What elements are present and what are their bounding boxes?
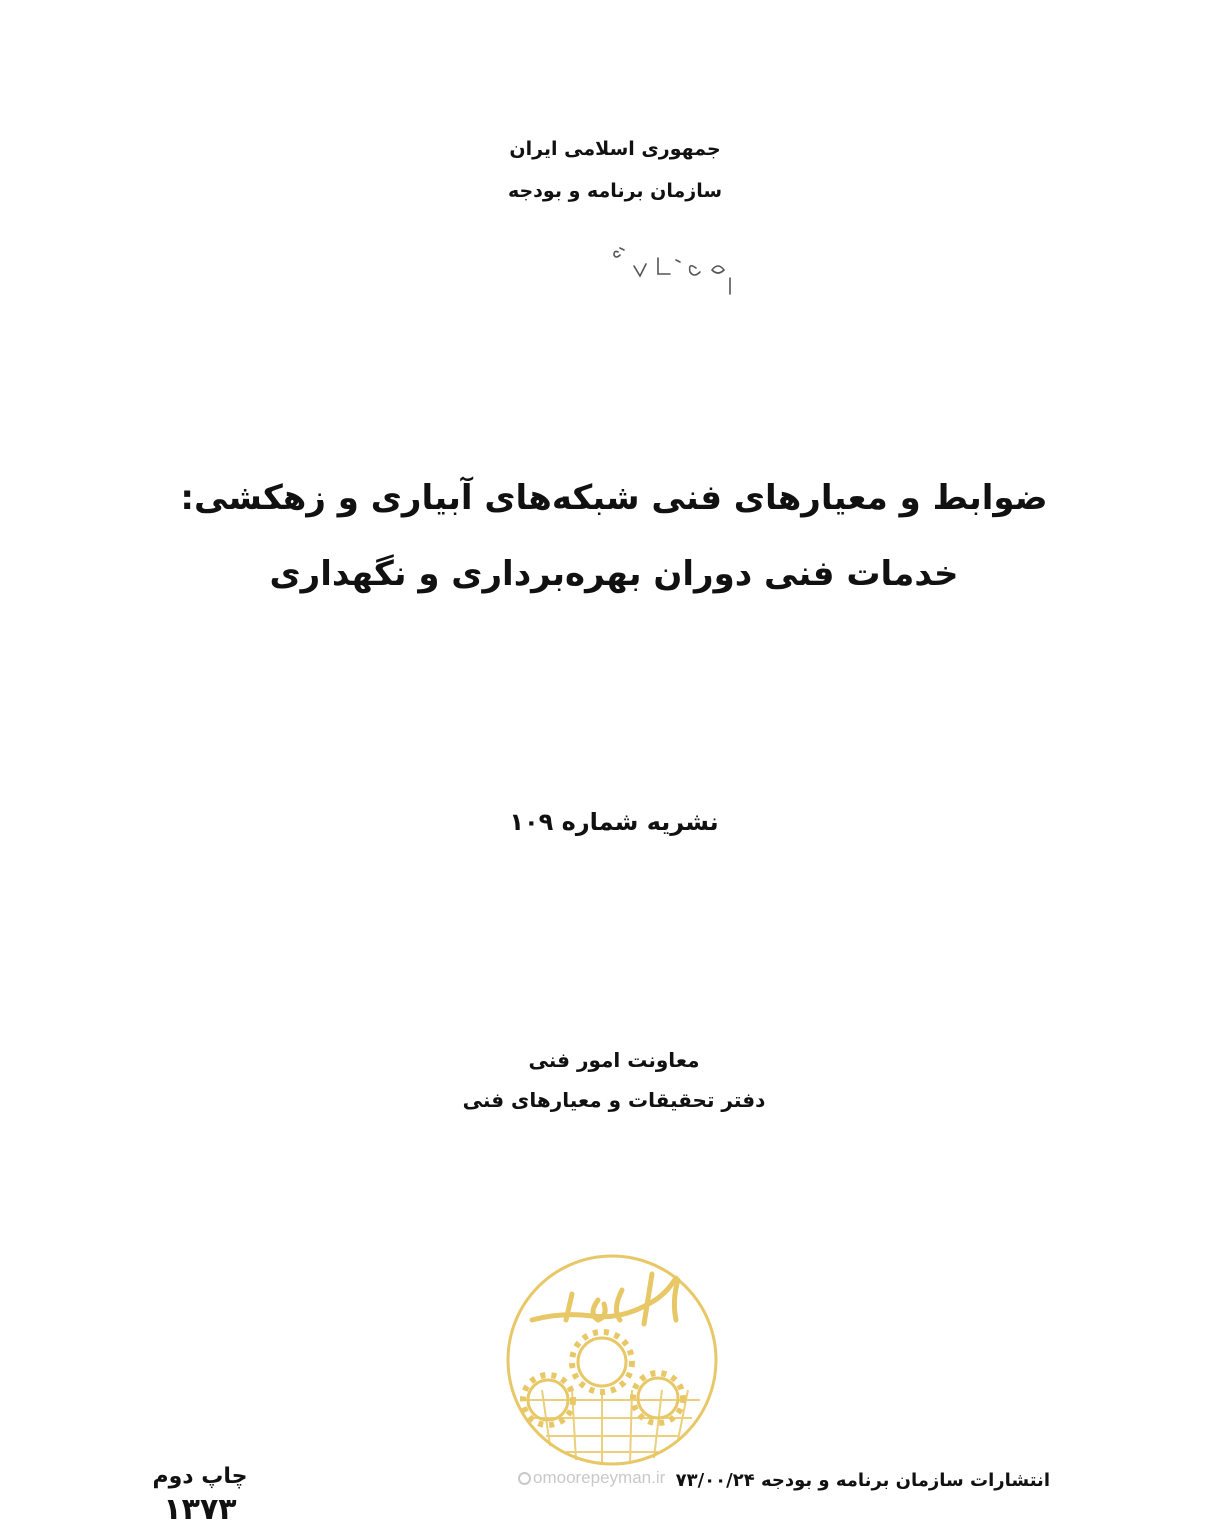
edition-year: ۱۳۷۳ bbox=[163, 1492, 237, 1527]
country-name: جمهوری اسلامی ایران bbox=[509, 138, 721, 160]
title-line-2: خدمات فنی دوران بهره‌برداری و نگهداری bbox=[269, 554, 959, 594]
globe-icon bbox=[518, 1472, 531, 1485]
organization-name: سازمان برنامه و بودجه bbox=[507, 180, 723, 202]
department-line-2: دفتر تحقیقات و معیارهای فنی bbox=[462, 1088, 766, 1112]
document-title bbox=[0, 460, 1228, 612]
publisher-line: انتشارات سازمان برنامه و بودجه ۷۳/۰۰/۲۴ bbox=[675, 1470, 1050, 1491]
edition bbox=[140, 1462, 260, 1528]
title-line-1: ضوابط و معیارهای فنی شبکه‌های آبیاری و زهکشی: bbox=[180, 478, 1048, 518]
department-line-1: معاونت امور فنی bbox=[528, 1048, 700, 1072]
handwritten-note bbox=[600, 238, 750, 298]
seal-logo bbox=[502, 1250, 722, 1470]
header bbox=[0, 128, 1228, 212]
department bbox=[0, 1040, 1228, 1120]
publication-number: نشریه شماره ۱۰۹ bbox=[509, 808, 719, 836]
watermark-text: omoorepeyman.ir bbox=[533, 1468, 666, 1487]
edition-label: چاپ دوم bbox=[152, 1464, 248, 1489]
